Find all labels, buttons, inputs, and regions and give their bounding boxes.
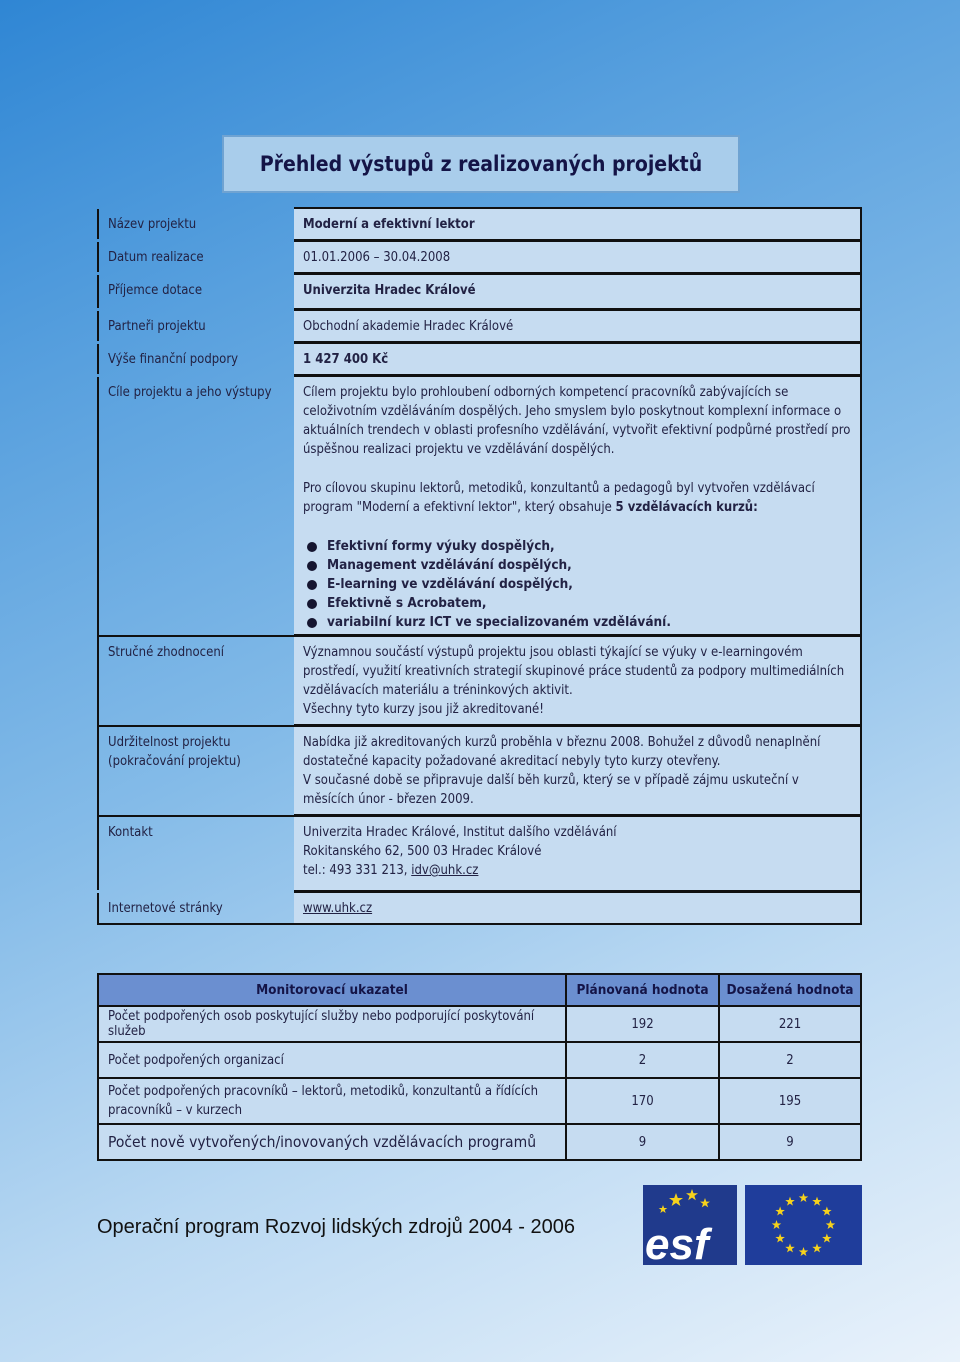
indicator-achieved: 221 bbox=[719, 1006, 861, 1042]
label-sustain bbox=[98, 726, 294, 816]
indicator-achieved: 2 bbox=[719, 1042, 861, 1078]
value-summary bbox=[294, 636, 861, 726]
indicator-header-row bbox=[98, 974, 861, 1006]
label-sustain-1: Udržitelnost projektu bbox=[108, 734, 231, 750]
label-goals: Cíle projektu a jeho výstupy bbox=[108, 385, 272, 400]
row-date bbox=[98, 241, 861, 274]
row-web bbox=[98, 892, 861, 925]
label-recipient: Příjemce dotace bbox=[108, 283, 203, 298]
course-list bbox=[303, 537, 852, 632]
summary-text-2: Všechny tyto kurzy jsou již akreditované! bbox=[303, 702, 544, 717]
eu-flag-icon bbox=[745, 1185, 862, 1265]
indicator-name: Počet podpořených organizací bbox=[98, 1042, 566, 1078]
row-recipient bbox=[98, 274, 861, 310]
indicator-row bbox=[98, 1078, 861, 1124]
indicator-achieved: 195 bbox=[719, 1078, 861, 1124]
row-goals bbox=[98, 376, 861, 636]
indicator-planned: 170 bbox=[566, 1078, 719, 1124]
value-recipient: Univerzita Hradec Králové bbox=[294, 274, 861, 310]
course-item: Efektivní formy výuky dospělých, bbox=[305, 537, 852, 556]
esf-logo-icon bbox=[643, 1185, 737, 1265]
indicator-planned: 2 bbox=[566, 1042, 719, 1078]
sustain-text: Nabídka již akreditovaných kurzů proběhla v březnu 2008. Bohužel z důvodů nenaplnění dostatečné kapacity požadované akreditací nebyly tyto kurzy otevřeny. bbox=[303, 735, 821, 769]
contact-line-1: Univerzita Hradec Králové, Institut dalšího vzdělávání bbox=[303, 825, 617, 840]
label-partners: Partneři projektu bbox=[108, 319, 206, 334]
contact-phone: tel.: 493 331 213, bbox=[303, 863, 408, 878]
indicator-row bbox=[98, 1124, 861, 1160]
goals-paragraph-2 bbox=[303, 479, 852, 517]
row-summary bbox=[98, 636, 861, 726]
row-partners bbox=[98, 310, 861, 343]
value-contact bbox=[294, 816, 861, 892]
value-funding: 1 427 400 Kč bbox=[294, 343, 861, 376]
course-item: Efektivně s Acrobatem, bbox=[305, 594, 852, 613]
indicator-row bbox=[98, 1006, 861, 1042]
header-achieved: Dosažená hodnota bbox=[719, 974, 861, 1006]
summary-text: Významnou součástí výstupů projektu jsou oblasti týkající se výuky v e-learningovém prostředí, využití kreativních strategií skupinové práce studentů za podpory multimediálních vzdělávacích materiálu a tréninkových aktivit. bbox=[303, 645, 845, 698]
label-web: Internetové stránky bbox=[108, 901, 223, 916]
course-item: variabilní kurz ICT ve specializovaném vzdělávání. bbox=[305, 613, 852, 632]
label-name: Název projektu bbox=[108, 217, 197, 232]
value-partners: Obchodní akademie Hradec Králové bbox=[294, 310, 861, 343]
indicator-achieved: 9 bbox=[719, 1124, 861, 1160]
label-sustain-2: (pokračování projektu) bbox=[108, 753, 241, 769]
value-name: Moderní a efektivní lektor bbox=[294, 208, 861, 241]
indicator-planned: 192 bbox=[566, 1006, 719, 1042]
website-link[interactable]: www.uhk.cz bbox=[303, 901, 373, 916]
contact-line-2: Rokitanského 62, 500 03 Hradec Králové bbox=[303, 844, 542, 859]
label-funding: Výše finanční podpory bbox=[108, 352, 239, 367]
value-sustain bbox=[294, 726, 861, 816]
indicator-row bbox=[98, 1042, 861, 1078]
indicator-name: Počet podpořených pracovníků – lektorů, metodiků, konzultantů a řídících pracovníků – v kurzech bbox=[98, 1078, 566, 1124]
header-planned: Plánovaná hodnota bbox=[566, 974, 719, 1006]
label-contact: Kontakt bbox=[98, 816, 294, 892]
header-indicator: Monitorovací ukazatel bbox=[98, 974, 566, 1006]
value-web bbox=[294, 892, 861, 925]
indicator-name: Počet podpořených osob poskytující služby nebo podporující poskytování služeb bbox=[98, 1006, 566, 1042]
row-funding bbox=[98, 343, 861, 376]
sustain-text-2: V současné době se připravuje další běh kurzů, který se v případě zájmu uskuteční v měsících únor - březen 2009. bbox=[303, 773, 799, 807]
label-summary: Stručné zhodnocení bbox=[98, 636, 294, 726]
indicator-name: Počet nově vytvořených/inovovaných vzdělávacích programů bbox=[98, 1124, 566, 1160]
course-item: Management vzdělávání dospělých, bbox=[305, 556, 852, 575]
label-date: Datum realizace bbox=[108, 250, 204, 265]
indicator-planned: 9 bbox=[566, 1124, 719, 1160]
title-box bbox=[222, 135, 740, 193]
goals-paragraph-1: Cílem projektu bylo prohloubení odborných kompetencí pracovníků zabývajících se celoživotním vzděláváním dospělých. Jeho smyslem bylo poskytnout komplexní informace o aktuálních trendech v oblasti profesního vzdělávání, vytvořit efektivní podpůrné prostředí pro úspěšnou realizaci projektu ve vzdělávání dospělých. bbox=[303, 385, 851, 457]
row-sustain bbox=[98, 726, 861, 816]
course-item: E-learning ve vzdělávání dospělých, bbox=[305, 575, 852, 594]
goals-courses-count: 5 vzdělávacích kurzů: bbox=[615, 500, 758, 515]
page-title: Přehled výstupů z realizovaných projektů bbox=[259, 152, 703, 176]
esf-logo-text: esf bbox=[645, 1220, 709, 1265]
value-goals bbox=[294, 376, 861, 636]
contact-email-link[interactable]: idv@uhk.cz bbox=[411, 863, 479, 878]
indicator-table bbox=[97, 973, 862, 1161]
goals-paragraph-2-text: Pro cílovou skupinu lektorů, metodiků, konzultantů a pedagogů byl vytvořen vzdělávací program "Moderní a efektivní lektor", který obsahuje bbox=[303, 481, 815, 515]
footer-program-name: Operační program Rozvoj lidských zdrojů 2004 - 2006 bbox=[97, 1216, 576, 1238]
row-contact bbox=[98, 816, 861, 892]
value-date: 01.01.2006 – 30.04.2008 bbox=[294, 241, 861, 274]
project-info-table bbox=[97, 206, 862, 925]
contact-line-3 bbox=[303, 861, 852, 880]
row-name bbox=[98, 208, 861, 241]
